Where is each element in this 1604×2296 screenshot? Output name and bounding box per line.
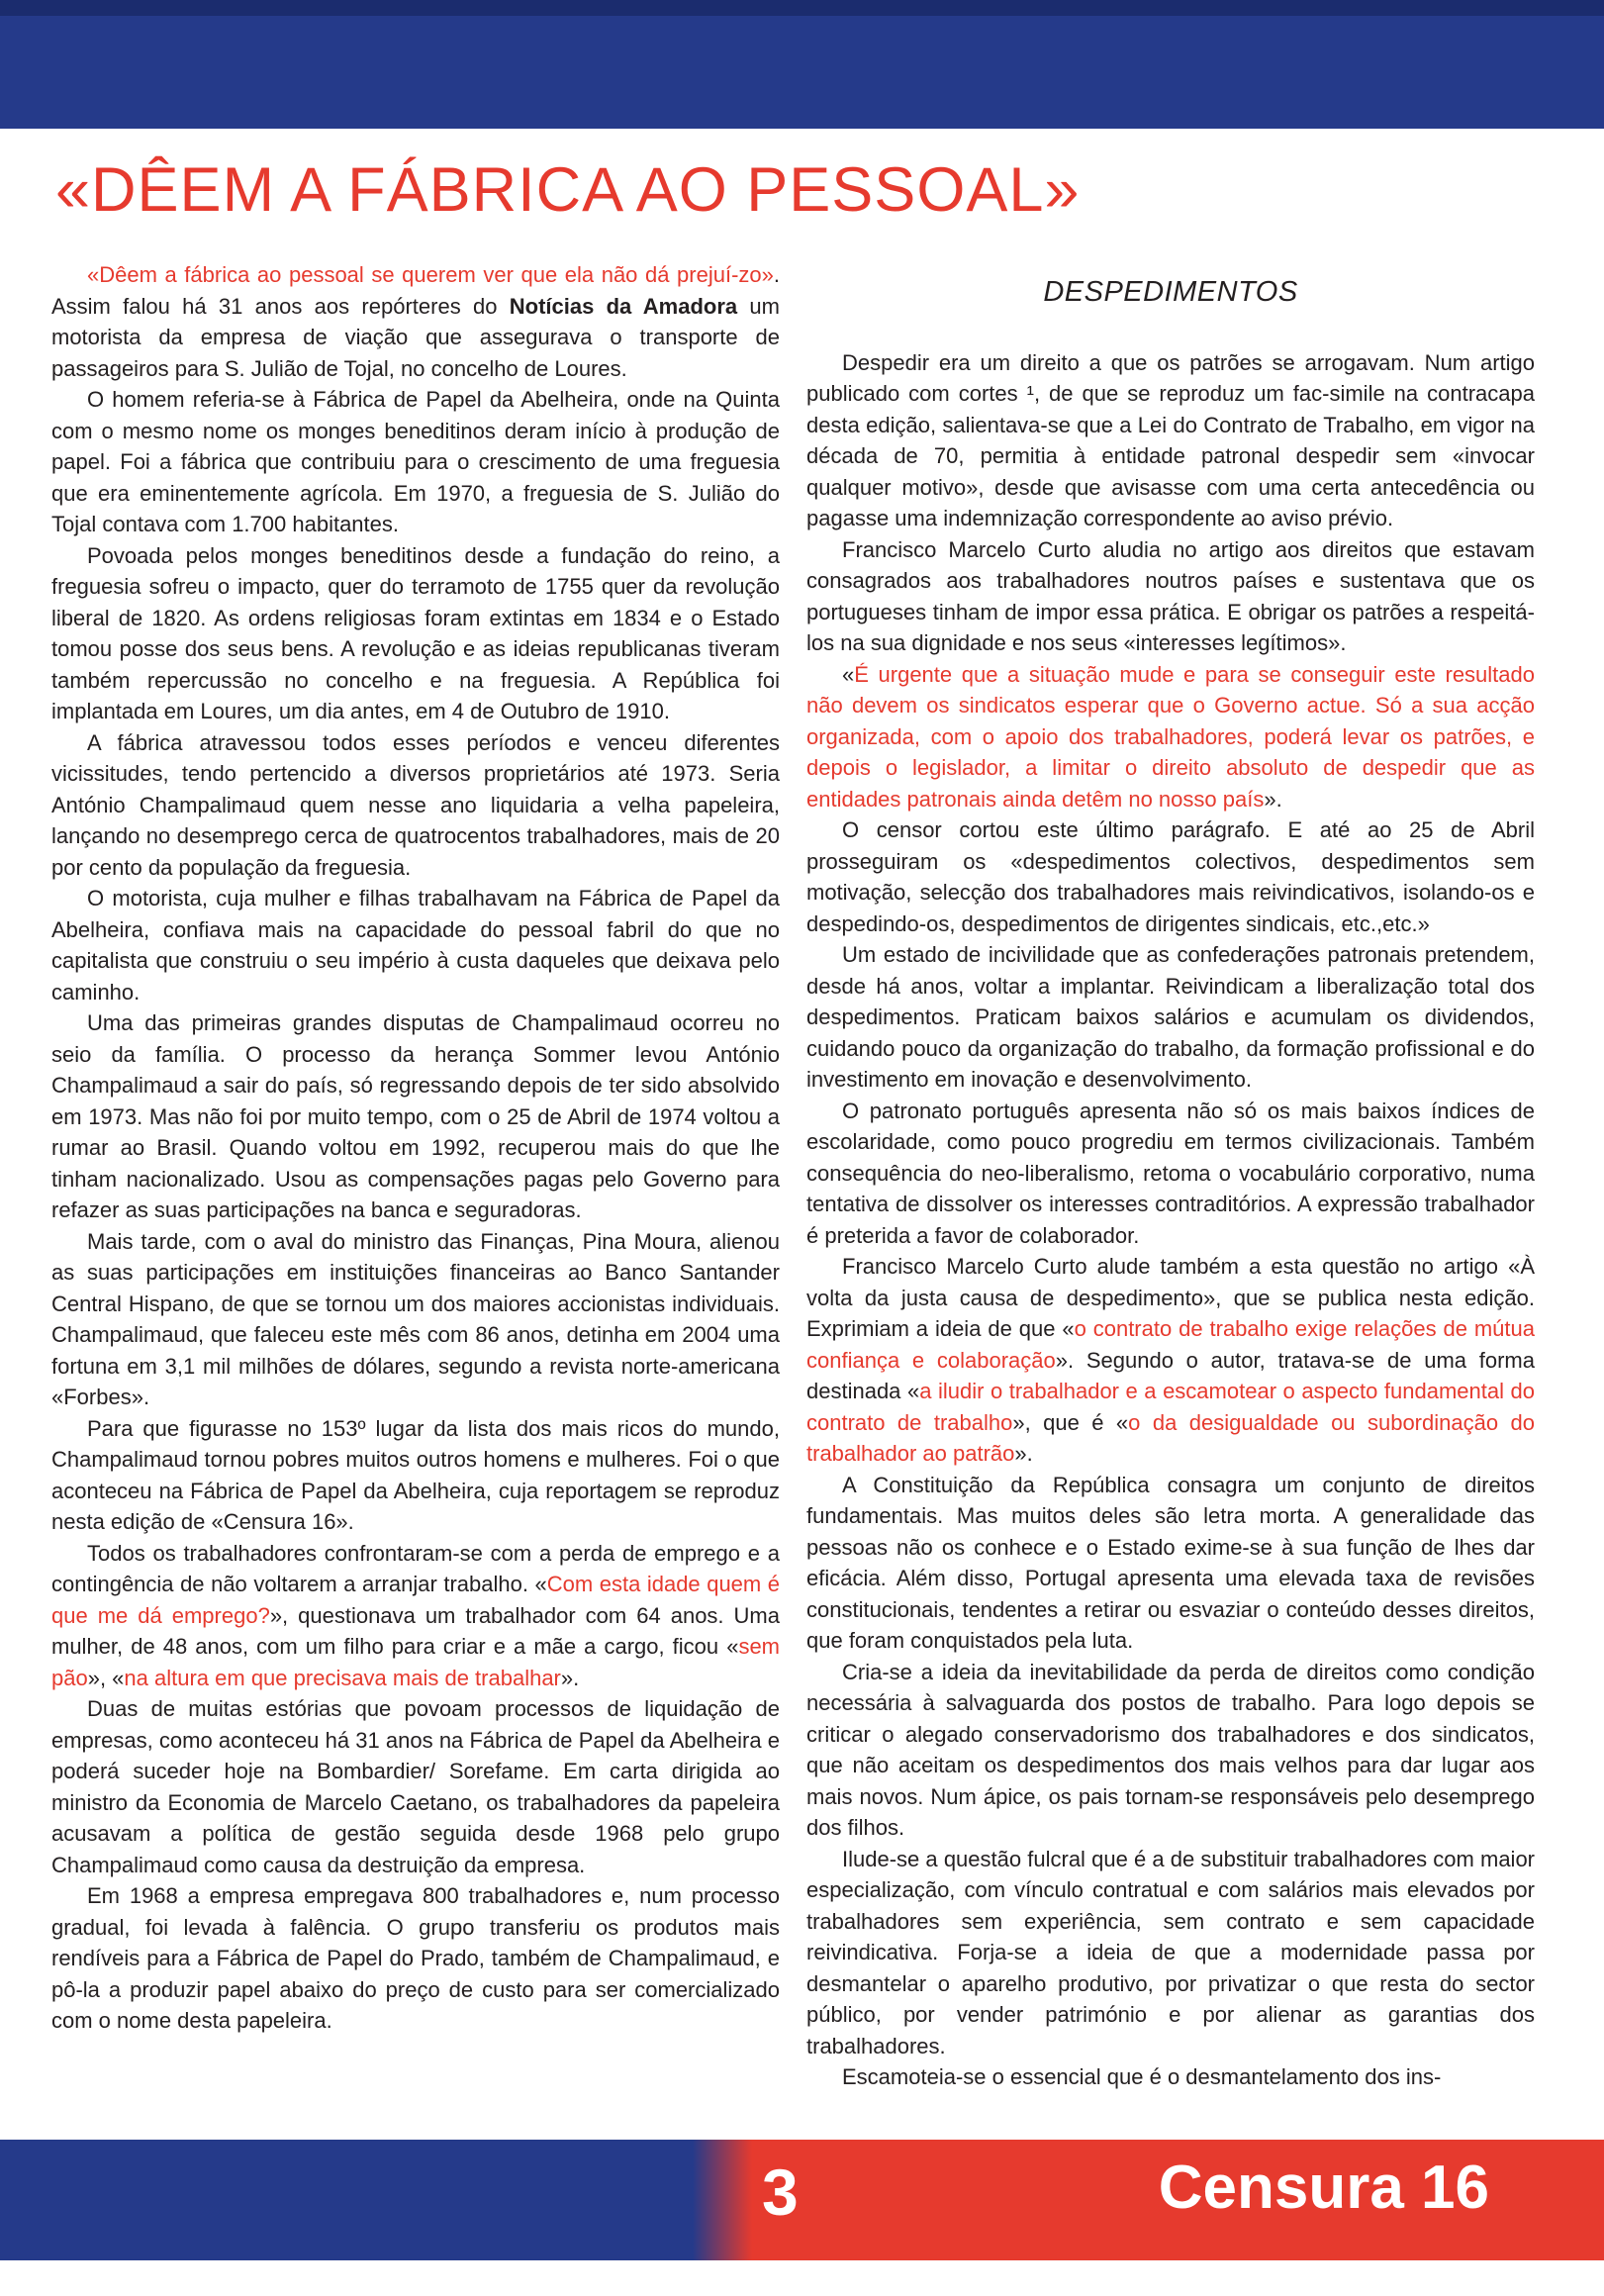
right-column — [806, 275, 1535, 2093]
header-band — [0, 0, 1604, 129]
paragraph — [51, 727, 780, 884]
text-run: ». — [560, 1665, 580, 1690]
page-number: 3 — [762, 2155, 799, 2229]
paragraph — [51, 384, 780, 540]
paragraph — [806, 347, 1535, 534]
text-run: Cria-se a ideia da inevitabilidade da perda de direitos como condição necessária à salvaguarda dos postos de trabalho. Para logo depois se criticar o alegado conservadorismo dos trabalhadores e dos sindicatos, que não aceitam os despedimentos dos mais velhos para dar lugar aos mais novos. Num ápice, os pais tornam-se responsáveis pelo desemprego dos filhos. — [806, 1659, 1535, 1841]
text-run: Ilude-se a questão fulcral que é a de substituir trabalhadores com maior especialização, com vínculo contratual e com salários mais elevados por trabalhadores sem experiência, sem contrato e sem capacidade reivindicativa. Forja-se a ideia de que a modernidade passa por desmantelar o aparelho produtivo, por privatizar o que resta do sector público, por vender património e por alienar as garantias dos trabalhadores. — [806, 1846, 1535, 2058]
text-run: Mais tarde, com o aval do ministro das Finanças, Pina Moura, alienou as suas participações em instituições financeiras ao Banco Santander Central Hispano, de que se tornou um dos maiores accionistas individuais. Champalimaud, que faleceu este mês com 86 anos, detinha em 2004 uma fortuna em 3,1 mil milhões de dólares, segundo a revista norte-americana «Forbes». — [51, 1228, 780, 1409]
text-run: um motorista da empresa de viação que assegurava o transporte de passageiros para S. Julião de Tojal, no concelho de Loures. — [51, 293, 780, 381]
paragraph — [51, 540, 780, 727]
text-run: Um estado de incivilidade que as confederações patronais pretendem, desde há anos, voltar a implantar. Reivindicam a liberalização total dos despedimentos. Praticam baixos salários e acumulam os dividendos, cuidando pouco da organização do trabalho, da formação profissional e do investimento em inovação e desenvolvimento. — [806, 942, 1535, 1093]
paragraph — [806, 534, 1535, 659]
footer-band — [0, 2140, 1604, 2260]
paragraph — [51, 1693, 780, 1880]
text-run: O censor cortou este último parágrafo. E até ao 25 de Abril prosseguiram os «despedimentos colectivos, despedimentos sem motivação, selecção dos trabalhadores mais reivindicativos, isolando-os e despedindo-os, despedimentos de dirigentes sindicais, etc.,etc.» — [806, 817, 1535, 936]
text-run: ». Segundo o autor, tratava-se de uma forma destinada « — [806, 1347, 1535, 1404]
highlighted-quote: Com esta idade quem é que me dá emprego? — [51, 1572, 781, 1628]
paragraph — [806, 1844, 1535, 2062]
text-run: O patronato português apresenta não só os mais baixos índices de escolaridade, como pouco progrediu em termos civilizacionais. Também consequência do neo-liberalismo, retoma o vocabulário corporativo, numa tentativa de dissolver os interesses contraditórios. A expressão trabalhador é preterida a favor de colaborador. — [806, 1098, 1535, 1248]
paragraph — [806, 939, 1535, 1096]
right-column-body — [806, 347, 1535, 2093]
text-run: A Constituição da República consagra um conjunto de direitos fundamentais. Mas muitos deles são letra morta. A generalidade das pessoas não os conhece e o Estado exime-se à sua função de lhes dar eficácia. Além disso, Portugal apresenta uma elevada taxa de revisões constitucionais, tendentes a retirar ou esvaziar o conteúdo desses direitos, que foram conquistados pela luta. — [806, 1472, 1535, 1654]
paragraph — [806, 1657, 1535, 1844]
bold-text: Notícias da Amadora — [509, 293, 738, 319]
text-run: O motorista, cuja mulher e filhas trabalhavam na Fábrica de Papel da Abelheira, confiava mais na capacidade do pessoal fabril do que no capitalista que construiu o seu império à custa daqueles que deixava pelo caminho. — [51, 886, 780, 1004]
highlighted-quote: na altura em que precisava mais de trabalhar — [124, 1665, 561, 1690]
paragraph — [51, 1538, 780, 1694]
highlighted-quote: É urgente que a situação mude e para se conseguir este resultado não devem os sindicatos esperar que o Governo actue. Só a sua acção organizada, com o apoio dos trabalhadores, poderá levar os patrões, e depois o legislador, a limitar o direito absoluto de despedir que as entidades patronais ainda detêm no nosso país — [806, 661, 1535, 812]
text-run: », que é « — [1012, 1409, 1129, 1435]
header-band-shade — [0, 0, 1604, 16]
paragraph — [806, 1251, 1535, 1470]
text-run: A fábrica atravessou todos esses períodos e venceu diferentes vicissitudes, tendo pertencido a diversos proprietários até 1973. Seria António Champalimaud quem nesse ano liquidaria a velha papeleira, lançando no desemprego cerca de quatrocentos trabalhadores, mais de 20 por cento da população da freguesia. — [51, 729, 780, 880]
paragraph — [51, 1880, 780, 2037]
paragraph — [51, 1226, 780, 1413]
paragraph — [51, 883, 780, 1007]
highlighted-quote: «Dêem a fábrica ao pessoal se querem ver que ela não dá prejuí-zo» — [87, 262, 774, 287]
text-run: », « — [87, 1665, 125, 1690]
highlighted-quote: sem pão — [51, 1634, 780, 1690]
text-run: O homem referia-se à Fábrica de Papel da Abelheira, onde na Quinta com o mesmo nome os monges beneditinos deram início à produção de papel. Foi a fábrica que contribuiu para o crescimento de uma freguesia que era eminentemente agrícola. Em 1970, a freguesia de S. Julião do Tojal contava com 1.700 habitantes. — [51, 387, 780, 536]
left-column — [51, 259, 780, 2037]
text-run: Todos os trabalhadores confrontaram-se com a perda de emprego e a contingência de não voltarem a arranjar trabalho. « — [51, 1540, 780, 1596]
text-run: ». — [1014, 1441, 1033, 1467]
highlighted-quote: o contrato de trabalho exige relações de mútua confiança e colaboração — [806, 1316, 1535, 1373]
paragraph — [806, 659, 1535, 815]
text-run: Francisco Marcelo Curto aludia no artigo aos direitos que estavam consagrados aos trabalhadores noutros países e sustentava que os portugueses tinham de impor essa prática. E obrigar os patrões a respeitá-los na sua dignidade e nos seus «interesses legítimos». — [806, 536, 1535, 656]
text-run: Duas de muitas estórias que povoam processos de liquidação de empresas, como aconteceu há 31 anos na Fábrica de Papel da Abelheira e poderá suceder hoje na Bombardier/ Sorefame. Em carta dirigida ao ministro da Economia de Marcelo Caetano, os trabalhadores da papeleira acusavam a política de gestão seguida desde 1968 pelo grupo Champalimaud como causa da destruição da empresa. — [51, 1696, 780, 1877]
text-run: Escamoteia-se o essencial que é o desmantelamento dos ins- — [842, 2064, 1442, 2090]
paragraph — [806, 1096, 1535, 1252]
highlighted-quote: a iludir o trabalhador e a escamotear o aspecto fundamental do contrato de trabalho — [806, 1379, 1535, 1435]
paragraph — [806, 1470, 1535, 1657]
text-run: Despedir era um direito a que os patrões se arrogavam. Num artigo publicado com cortes ¹, de que se reproduz um fac-simile na contracapa desta edição, salientava-se que a Lei do Contrato de Trabalho, em vigor na década de 70, permitia à entidade patronal despedir sem «invocar qualquer motivo», desde que avisasse com uma certa antecedência ou pagasse uma indemnização correspondente ao aviso prévio. — [806, 349, 1535, 531]
text-run: Para que figurasse no 153º lugar da lista dos mais ricos do mundo, Champalimaud tornou pobres muitos outros homens e mulheres. Foi o que aconteceu na Fábrica de Papel da Abelheira, cuja reportagem se reproduz nesta edição de «Censura 16». — [51, 1415, 780, 1534]
text-run: Uma das primeiras grandes disputas de Champalimaud ocorreu no seio da família. O processo da herança Sommer levou António Champalimaud a sair do país, só regressando depois de ter sido absolvido em 1973. Mas não foi por muito tempo, com o 25 de Abril de 1974 voltou a rumar ao Brasil. Quando voltou em 1992, recuperou mais do que lhe tinham nacionalizado. Usou as compensações pagas pelo Governo para refazer as suas participações na banca e seguradoras. — [51, 1010, 780, 1222]
paragraph — [806, 2061, 1535, 2093]
text-run: ». — [1264, 786, 1282, 812]
paragraph — [51, 1007, 780, 1226]
paragraph — [51, 1413, 780, 1538]
text-run: », questionava um trabalhador com 64 anos. Uma mulher, de 48 anos, com um filho para criar e a mãe a cargo, ficou « — [51, 1602, 780, 1659]
paragraph — [806, 814, 1535, 939]
text-run: Em 1968 a empresa empregava 800 trabalhadores e, num processo gradual, foi levada à falência. O grupo transferiu os produtos mais rendíveis para a Fábrica de Papel do Prado, também de Champalimaud, e pô-la a produzir papel abaixo do preço de custo para ser comercializado com o nome desta papeleira. — [51, 1883, 780, 2033]
article-headline: «DÊEM A FÁBRICA AO PESSOAL» — [55, 155, 1081, 225]
section-title-despedimentos: DESPEDIMENTOS — [1043, 276, 1298, 308]
text-run: . Assim falou há 31 anos aos repórteres do — [51, 262, 780, 319]
text-run: « — [842, 661, 855, 687]
text-run: Francisco Marcelo Curto alude também a esta questão no artigo «À volta da justa causa de despedimento», que se publica nesta edição. Exprimiam a ideia de que « — [806, 1254, 1535, 1342]
highlighted-quote: o da desigualdade ou subordinação do trabalhador ao patrão — [806, 1409, 1535, 1467]
text-run: Povoada pelos monges beneditinos desde a fundação do reino, a freguesia sofreu o impacto, quer do terramoto de 1755 quer da revolução liberal de 1820. As ordens religiosas foram extintas em 1834 e o Estado tomou posse dos seus bens. A revolução e as ideias republicanas tiveram também repercussão no concelho e na freguesia. A República foi implantada em Loures, um dia antes, em 4 de Outubro de 1910. — [51, 542, 780, 723]
publication-name: Censura 16 — [1158, 2153, 1489, 2222]
paragraph — [51, 259, 780, 384]
